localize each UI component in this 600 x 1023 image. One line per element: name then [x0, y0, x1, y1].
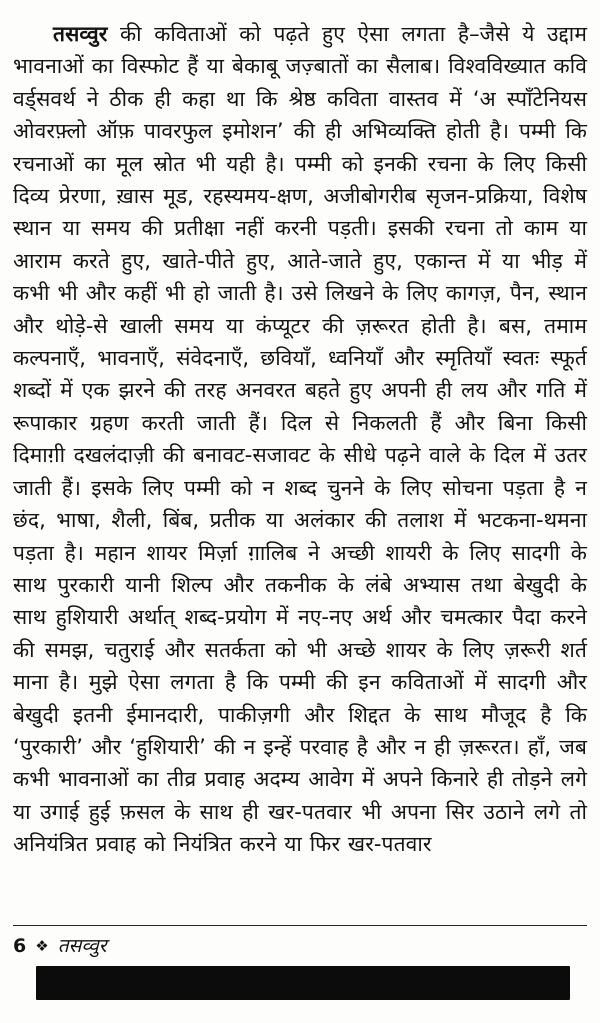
book-title: तसव्वुर — [57, 935, 107, 957]
page-body — [13, 18, 587, 861]
body-paragraph — [13, 18, 587, 861]
lead-word: तसव्वुर — [53, 22, 108, 46]
paragraph-text: की कविताओं को पढ़ते हुए ऐसा लगता है–जैसे ये उद्दाम भावनाओं का विस्फोट हैं या बेकाबू जज़्बातों का सैलाब। विश्वविख्यात कवि वर्ड्सवर्थ ने ठीक ही कहा था कि श्रेष्ठ कविता वास्तव में ‘अ स्पाँटेनियस ओवरफ़्लो ऑफ़ पावरफुल इमोशन’ की ही अभिव्यक्ति होती है। पम्मी कि रचनाओं का मूल स्रोत भी यही है। पम्मी को इनकी रचना के लिए किसी दिव्य प्रेरणा, ख़ास मूड, रहस्यमय-क्षण, अजीबोगरीब सृजन-प्रक्रिया, विशेष स्थान या समय की प्रतीक्षा नहीं करनी पड़ती। इसकी रचना तो काम या आराम करते हुए, खाते-पीते हुए, आते-जाते हुए, एकान्त में या भीड़ में कभी भी और कहीं भी हो जाती है। उसे लिखने के लिए कागज़, पैन, स्थान और थोड़े-से खाली समय या कंप्यूटर की ज़रूरत होती है। बस, तमाम कल्पनाएँ, भावनाएँ, संवेदनाएँ, छवियाँ, ध्वनियाँ और स्मृतियाँ स्वतः स्फूर्त शब्दों में एक झरने की तरह अनवरत बहते हुए अपनी ही लय और गति में रूपाकार ग्रहण करती जाती हैं। दिल से निकलती हैं और बिना किसी दिमाग़ी दखलंदाज़ी की बनावट-सजावट के सीधे पढ़ने वाले के दिल में उतर जाती हैं। इसके लिए पम्मी को न शब्द चुनने के लिए सोचना पड़ता है न छंद, भाषा, शैली, बिंब, प्रतीक या अलंकार की तलाश में भटकना-थमना पड़ता है। महान शायर मिर्ज़ा ग़ालिब ने अच्छी शायरी के लिए सादगी के साथ पुरकारी यानी शिल्प और तकनीक के लंबे अभ्यास तथा बेखुदी के साथ हुशियारी अर्थात् शब्द-प्रयोग में नए-नए अर्थ और चमत्कार पैदा करने की समझ, चतुराई और सतर्कता को भी अच्छे शायर के लिए ज़रूरी शर्त माना है। मुझे ऐसा लगता है कि पम्मी की इन कविताओं में सादगी और बेखुदी इतनी ईमानदारी, पाकीज़गी और शिद्दत के साथ मौजूद है कि ‘पुरकारी’ और ‘हुशियारी’ की न इन्हें परवाह है और न ही ज़रूरत। हाँ, जब कभी भावनाओं का तीव्र प्रवाह अदम्य आवेग में अपने किनारे ही तोड़ने लगे या उगाई हुई फ़सल के साथ ही खर-पतवार भी अपना सिर उठाने लगे तो अनियंत्रित प्रवाह को नियंत्रित करने या फिर खर-पतवार — [13, 22, 588, 857]
bottom-black-bar — [36, 966, 570, 1000]
page-number: 6 — [13, 935, 27, 957]
page-footer — [13, 925, 587, 958]
diamond-icon: ❖ — [35, 937, 49, 955]
footer-rule — [13, 925, 587, 926]
footer-row — [13, 932, 587, 958]
